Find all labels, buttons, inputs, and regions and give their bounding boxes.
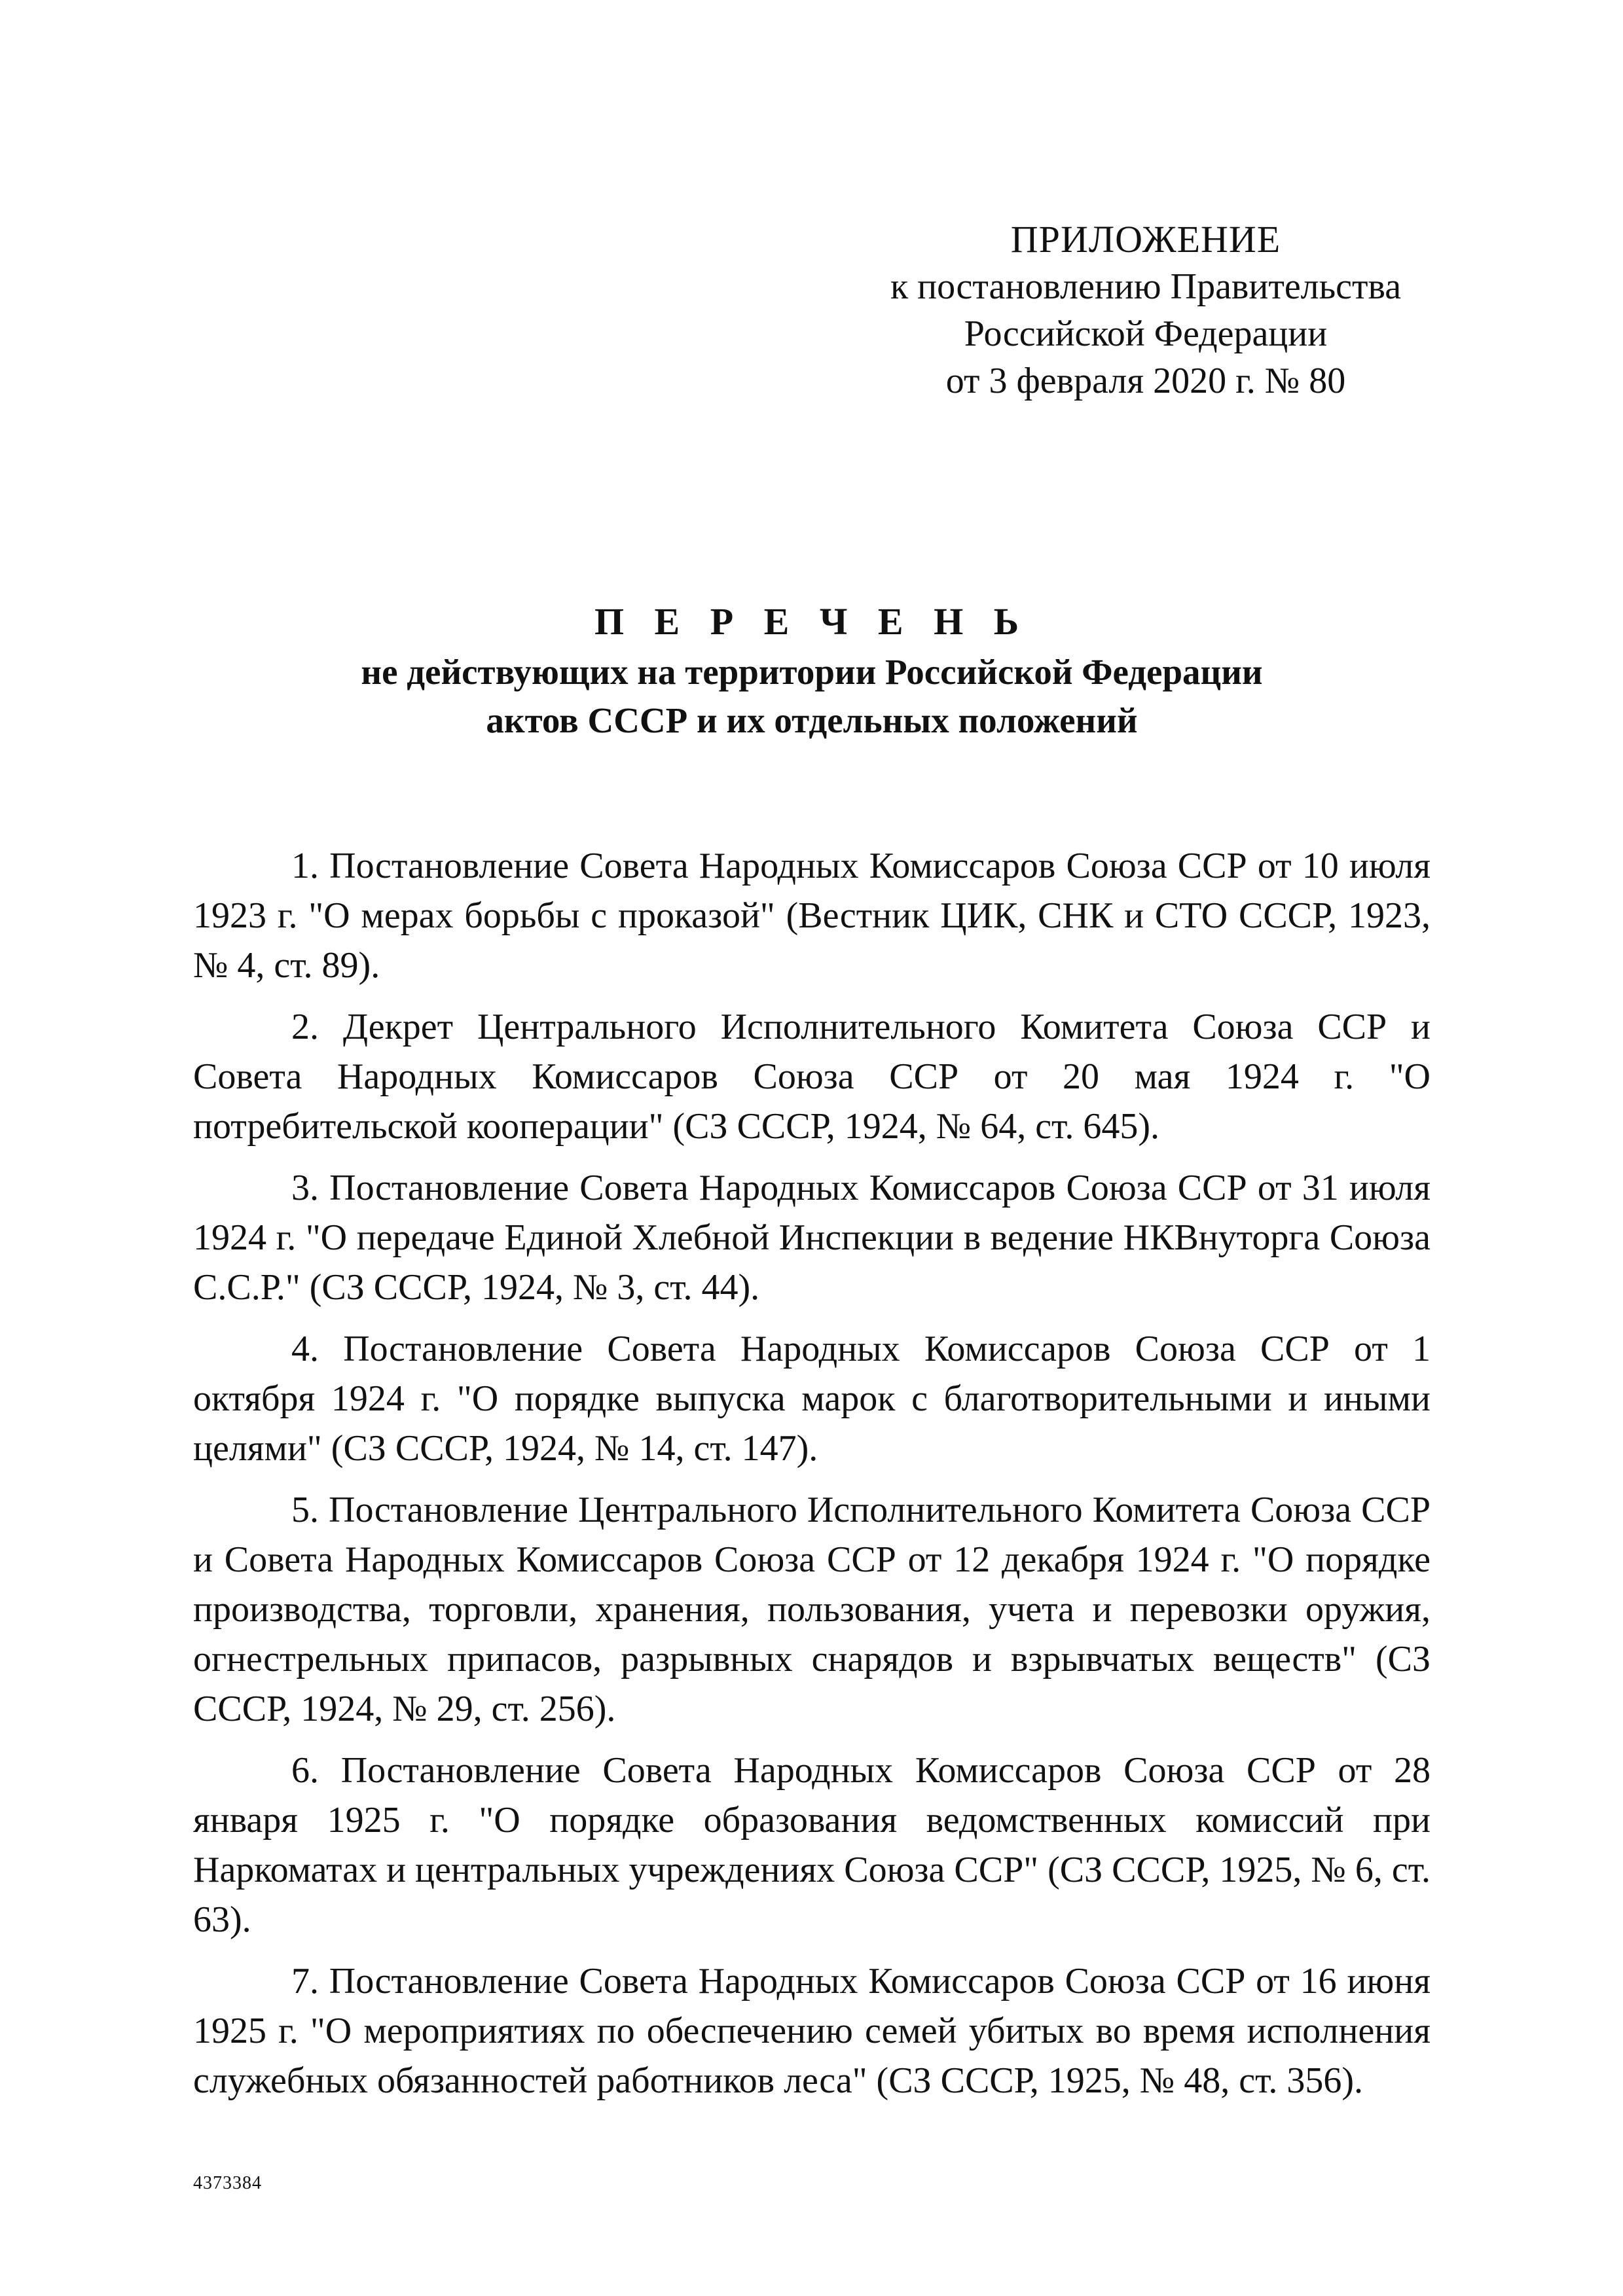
heading-subtitle-line-1: не действующих на территории Российской Федерации: [361, 652, 1263, 692]
list-item: 6. Постановление Совета Народных Комиссаров Союза ССР от 28 января 1925 г. "О порядке образования ведомственных комиссий при Наркоматах и центральных учреждениях Союза ССР" (СЗ СССР, 1925, № 6, ст. 63).: [193, 1750, 1431, 1940]
acts-list: [193, 841, 1431, 2117]
list-item: 4. Постановление Совета Народных Комиссаров Союза ССР от 1 октября 1924 г. "О порядке выпуска марок с благотворительными и иными целями" (СЗ СССР, 1924, № 14, ст. 147).: [193, 1329, 1431, 1469]
list-item: 7. Постановление Совета Народных Комиссаров Союза ССР от 16 июня 1925 г. "О мероприятиях по обеспечению семей убитых во время исполнения служебных обязанностей работников леса" (СЗ СССР, 1925, № 48, ст. 356).: [193, 1961, 1431, 2101]
heading-subtitle-line-2: актов СССР и их отдельных положений: [486, 700, 1138, 740]
list-item: 3. Постановление Совета Народных Комиссаров Союза ССР от 31 июля 1924 г. "О передаче Единой Хлебной Инспекции в ведение НКВнуторга Союза С.С.Р." (СЗ СССР, 1924, № 3, ст. 44).: [193, 1168, 1431, 1308]
appendix-title: ПРИЛОЖЕНИЕ: [1010, 218, 1281, 260]
document-heading: [196, 596, 1427, 745]
list-item: 5. Постановление Центрального Исполнительного Комитета Союза ССР и Совета Народных Комиссаров Союза ССР от 12 декабря 1924 г. "О порядке производства, торговли, хранения, пользования, учета и перевозки оружия, огнестрельных припасов, разрывных снарядов и взрывчатых веществ" (СЗ СССР, 1924, № 29, ст. 256).: [193, 1490, 1431, 1729]
appendix-line-2: Российской Федерации: [964, 314, 1328, 354]
document-code: 4373384: [193, 2173, 262, 2193]
list-item: 1. Постановление Совета Народных Комиссаров Союза ССР от 10 июля 1923 г. "О мерах борьбы с проказой" (Вестник ЦИК, СНК и СТО СССР, 1923, № 4, ст. 89).: [193, 846, 1431, 986]
appendix-line-3: от 3 февраля 2020 г. № 80: [945, 361, 1346, 401]
heading-title: П Е Р Е Ч Е Н Ь: [594, 600, 1030, 643]
appendix-block: [851, 216, 1440, 404]
appendix-line-1: к постановлению Правительства: [890, 266, 1402, 307]
list-item: 2. Декрет Центрального Исполнительного Комитета Союза ССР и Совета Народных Комиссаров Союза ССР от 20 мая 1924 г. "О потребительской кооперации" (СЗ СССР, 1924, № 64, ст. 645).: [193, 1007, 1431, 1147]
